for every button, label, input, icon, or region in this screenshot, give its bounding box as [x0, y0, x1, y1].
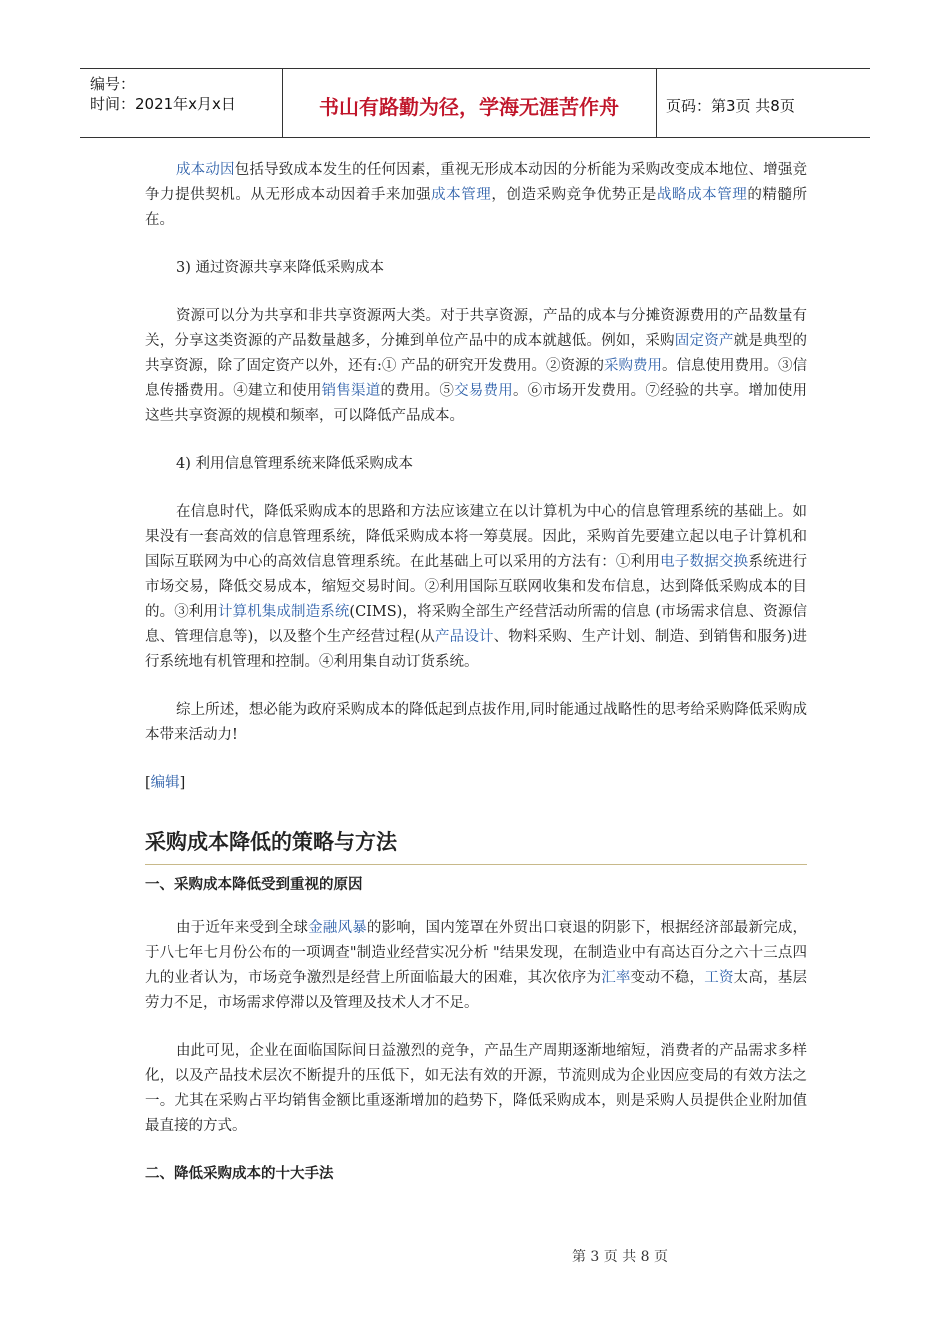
section-title: 采购成本降低的策略与方法 [145, 826, 807, 865]
paragraph-text: 。⑥市场开发费用。⑦经验的共享。增加使用这些共享资源的规模和频率，可以降低产品成本。 [145, 383, 808, 424]
paragraph-summary: 综上所述，想必能为政府采购成本的降低起到点拔作用,同时能通过战略性的思考给采购降低采购成本带来活动力! [145, 702, 807, 743]
paragraph-reasons [145, 916, 807, 1016]
paragraph-information-system [145, 500, 807, 675]
header-page-cell [656, 69, 870, 137]
paragraph-text: 的费用。⑤ [380, 383, 455, 399]
edit-link-wrapper [145, 771, 807, 796]
paragraph-text: ，创造采购竞争优势正是 [491, 187, 657, 203]
paragraph-conclusion-reasons: 由此可见，企业在面临国际间日益激烈的竞争，产品生产周期逐渐地缩短，消费者的产品需求多样化，以及产品技术层次不断提升的压低下，如无法有效的开源，节流则成为企业因应变局的有效方法之一。尤其在采购占平均销售金额比重逐渐增加的趋势下，降低采购成本，则是采购人员提供企业附加值最直接的方式。 [145, 1043, 807, 1134]
paragraph-text: 系统进行市场交易，降低交易成本，缩短交易时间。②利用国际互联网收集和发布信息，达到降低采购成本的目的。③利用 [145, 554, 808, 620]
link-exchange-rate[interactable]: 汇率 [601, 970, 631, 986]
subheading-information-system: 4) 利用信息管理系统来降低采购成本 [176, 456, 413, 472]
link-financial-crisis[interactable]: 金融风暴 [308, 920, 367, 936]
link-product-design[interactable]: 产品设计 [435, 629, 494, 645]
header-motto-cell [282, 69, 657, 137]
paragraph-text: 在信息时代，降低采购成本的思路和方法应该建立在以计算机为中心的信息管理系统的基础上。如果没有一套高效的信息管理系统，降低采购成本将一筹莫展。因此，采购首先要建立起以电子计算机和国际互联网为中心的高效信息管理系统。在此基础上可以采用的方法有：①利用 [145, 504, 807, 570]
paragraph-text: 、物料采购、生产计划、制造、到销售和服务)进行系统地有机管理和控制。④利用集自动订货系统。 [145, 629, 808, 670]
paragraph-text: 变动不稳， [630, 970, 705, 986]
article-body [145, 158, 807, 1187]
header-meta-cell [80, 69, 283, 137]
link-cost-management[interactable]: 成本管理 [431, 187, 492, 203]
paragraph-text: 就是典型的共享资源，除了固定资产以外，还有:① 产品的研究开发费用。②资源的 [145, 333, 808, 374]
link-procurement-cost[interactable]: 采购费用 [604, 358, 662, 374]
paragraph-text: 包括导致成本发生的任何因素，重视无形成本动因的分析能为采购改变成本地位、增强竞争力提供契机。从无形成本动因着手来加强 [145, 162, 808, 203]
link-sales-channel[interactable]: 销售渠道 [321, 383, 381, 399]
paragraph-text: 太高，基层劳力不足，市场需求停滞以及管理及技术人才不足。 [145, 970, 808, 1011]
link-transaction-cost[interactable]: 交易费用 [454, 383, 513, 399]
paragraph-text: 资源可以分为共享和非共享资源两大类。对于共享资源，产品的成本与分摊资源费用的产品数量有关，分享这类资源的产品数量越多，分摊到单位产品中的成本就越低。例如，采购 [145, 308, 807, 349]
document-number-label: 编号： [90, 75, 136, 93]
paragraph-text: (CIMS)，将采购全部生产经营活动所需的信息 (市场需求信息、资源信息、管理信息等)，以及整个生产经营过程(从 [145, 604, 808, 645]
subheading-resource-sharing: 3) 通过资源共享来降低采购成本 [176, 260, 384, 276]
document-header-table [80, 68, 870, 138]
document-date-label: 时间：2021年x月x日 [90, 95, 236, 113]
link-fixed-assets[interactable]: 固定资产 [674, 333, 734, 349]
heading-ten-methods: 二、降低采购成本的十大手法 [145, 1166, 334, 1182]
link-strategic-cost-management[interactable]: 战略成本管理 [656, 187, 748, 203]
paragraph-text: 。信息使用费用。③信息传播费用。④建立和使用 [145, 358, 807, 399]
header-page-info: 页码：第3页 共8页 [666, 97, 795, 115]
bracket-close: ] [179, 775, 186, 791]
paragraph-text: 的精髓所在。 [145, 187, 808, 228]
header-motto: 书山有路勤为径，学海无涯苦作舟 [319, 95, 619, 119]
paragraph-resource-sharing [145, 304, 807, 429]
paragraph-text: 的影响，国内笼罩在外贸出口衰退的阴影下，根据经济部最新完成，于八七年七月份公布的一项调查"制造业经营实况分析 "结果发现，在制造业中有高达百分之六十三点四九的业者认为，市场竞争激烈是经营上所面临最大的困难，其次依序为 [145, 920, 808, 986]
bracket-open: [ [145, 775, 151, 791]
heading-reasons: 一、采购成本降低受到重视的原因 [145, 877, 363, 893]
link-cims[interactable]: 计算机集成制造系统 [218, 604, 350, 620]
paragraph-text: 由于近年来受到全球 [176, 920, 309, 936]
edit-link[interactable]: 编辑 [150, 775, 180, 791]
link-cost-driver[interactable]: 成本动因 [176, 162, 235, 178]
link-edi[interactable]: 电子数据交换 [660, 554, 749, 570]
page-footer: 第 3 页 共 8 页 [571, 1249, 669, 1265]
paragraph-cost-drivers [145, 158, 807, 233]
link-wages[interactable]: 工资 [704, 970, 734, 986]
